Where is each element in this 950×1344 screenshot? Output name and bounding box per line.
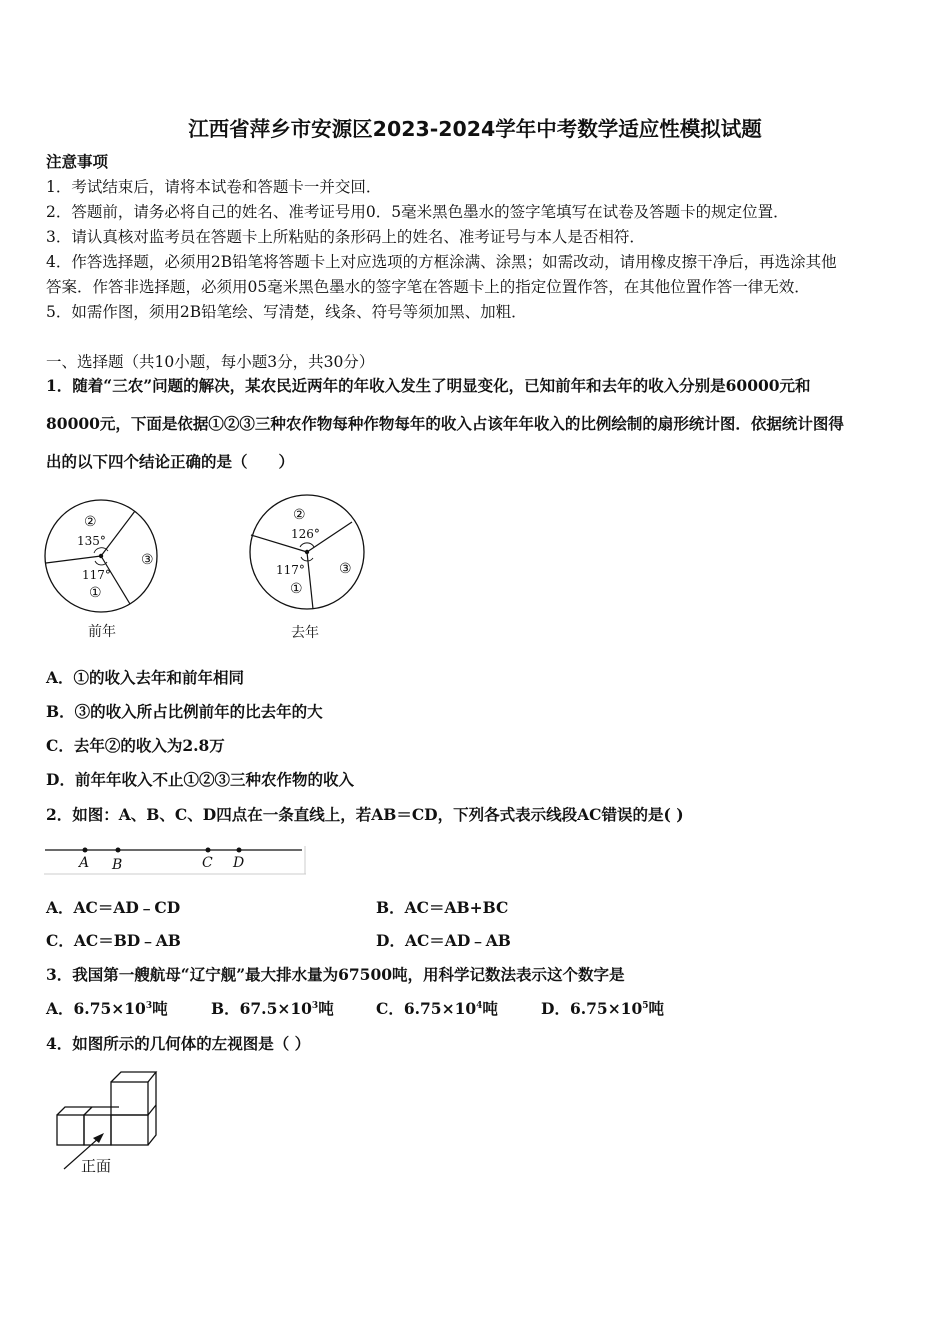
notice-item: 2．答题前，请务必将自己的姓名、准考证号用0．5毫米黑色墨水的签字笔填写在试卷及答题卡的规定位置． [46, 203, 789, 221]
pie-divider [46, 556, 101, 563]
pie-center [305, 550, 309, 554]
unit: 吨 [318, 999, 334, 1018]
option-text: D．6.75×10 [541, 999, 643, 1018]
notice-item: 1．考试结束后，请将本试卷和答题卡一并交回． [46, 178, 382, 196]
pie-chart-last-year [44, 495, 164, 645]
q1-stem-line: 1．随着“三农”问题的解决，某农民近两年的年收入发生了明显变化，已知前年和去年的收入分别是60000元和 [46, 376, 811, 395]
chart-title: 去年 [291, 625, 319, 641]
q1-stem-line: 80000元，下面是依据①②③三种农作物每种作物每年的收入占该年年收入的比例绘制的扇形统计图．依据统计图得 [46, 414, 844, 433]
pie-center [99, 554, 103, 558]
angle-label: 135° [77, 534, 106, 548]
point-label-b: B [112, 857, 123, 873]
option-text: B．67.5×10 [211, 999, 312, 1018]
sector-label-3: ③ [339, 561, 352, 577]
notice-item: 3．请认真核对监考员在答题卡上所粘贴的条形码上的姓名、准考证号与本人是否相符． [46, 228, 645, 246]
q4-solid-figure [55, 1070, 165, 1180]
point-c [206, 848, 211, 853]
cube-front-face [111, 1082, 148, 1115]
cube-top-edge [111, 1072, 156, 1082]
point-a [83, 848, 88, 853]
angle-label: 117° [82, 568, 111, 582]
q4-stem: 4．如图所示的几何体的左视图是（ ） [46, 1034, 311, 1053]
unit: 吨 [152, 999, 168, 1018]
unit: 吨 [482, 999, 498, 1018]
chart-title: 前年 [88, 624, 116, 640]
q2-line-figure [44, 842, 306, 876]
sector-label-1: ① [89, 585, 102, 601]
q1-option: D．前年年收入不止①②③三种农作物的收入 [46, 770, 354, 789]
q2-option: A．AC＝AD﹣CD [46, 898, 181, 917]
exponent: 3 [311, 1001, 319, 1011]
cube-side-edge [148, 1072, 156, 1145]
sector-label-2: ② [84, 514, 97, 530]
q3-option [211, 999, 334, 1019]
cube-side-edge [148, 1105, 156, 1115]
option-text: C．6.75×10 [376, 999, 477, 1018]
cube-front-face [111, 1115, 148, 1145]
q1-option: A．①的收入去年和前年相同 [46, 668, 245, 687]
sector-label-1: ① [290, 581, 303, 597]
option-text: A．6.75×10 [46, 999, 146, 1018]
notice-heading: 注意事项 [46, 152, 109, 171]
point-label-c: C [202, 855, 213, 871]
notice-item: 4．作答选择题，必须用2B铅笔将答题卡上对应选项的方框涂满、涂黑；如需改动，请用橡皮擦干净后，再选涂其他 [46, 253, 837, 271]
cube-front-face [57, 1115, 84, 1145]
q2-option: D．AC＝AD﹣AB [376, 931, 511, 950]
exponent: 5 [642, 1001, 649, 1011]
q3-option [376, 999, 498, 1019]
sector-label-2: ② [293, 507, 306, 523]
q3-option [541, 999, 664, 1019]
notice-item: 答案．作答非选择题，必须用05毫米黑色墨水的签字笔在答题卡上的指定位置作答，在其他位置作答一律无效． [46, 278, 810, 296]
point-label-a: A [79, 855, 90, 871]
angle-arc [300, 543, 314, 547]
exponent: 3 [145, 1001, 153, 1011]
q2-stem: 2．如图：A、B、C、D四点在一条直线上，若AB＝CD，下列各式表示线段AC错误的是( ) [46, 805, 684, 824]
q3-option [46, 999, 168, 1019]
q1-stem-line: 出的以下四个结论正确的是（ ） [46, 452, 295, 471]
point-b [116, 848, 121, 853]
exponent: 4 [476, 1001, 483, 1011]
angle-label: 126° [291, 527, 320, 541]
q1-option: B．③的收入所占比例前年的比去年的大 [46, 702, 323, 721]
sector-label-3: ③ [141, 552, 154, 568]
page-title: 江西省萍乡市安源区2023-2024学年中考数学适应性模拟试题 [188, 117, 762, 141]
pie-chart-this-year [249, 492, 369, 644]
unit: 吨 [648, 999, 665, 1018]
point-d [237, 848, 242, 853]
front-label: 正面 [81, 1157, 112, 1175]
point-label-d: D [233, 855, 245, 871]
notice-item: 5．如需作图，须用2B铅笔绘、写清楚，线条、符号等须加黑、加粗． [46, 303, 527, 321]
cube-top-edge [84, 1107, 92, 1115]
section-heading: 一、选择题（共10小题，每小题3分，共30分） [46, 353, 375, 371]
q1-option: C．去年②的收入为2.8万 [46, 736, 225, 755]
q2-option: C．AC＝BD﹣AB [46, 931, 181, 950]
q2-option: B．AC＝AB+BC [376, 898, 509, 917]
angle-label: 117° [276, 563, 305, 577]
q3-stem: 3．我国第一艘航母“辽宁舰”最大排水量为67500吨，用科学记数法表示这个数字是 [46, 965, 625, 984]
